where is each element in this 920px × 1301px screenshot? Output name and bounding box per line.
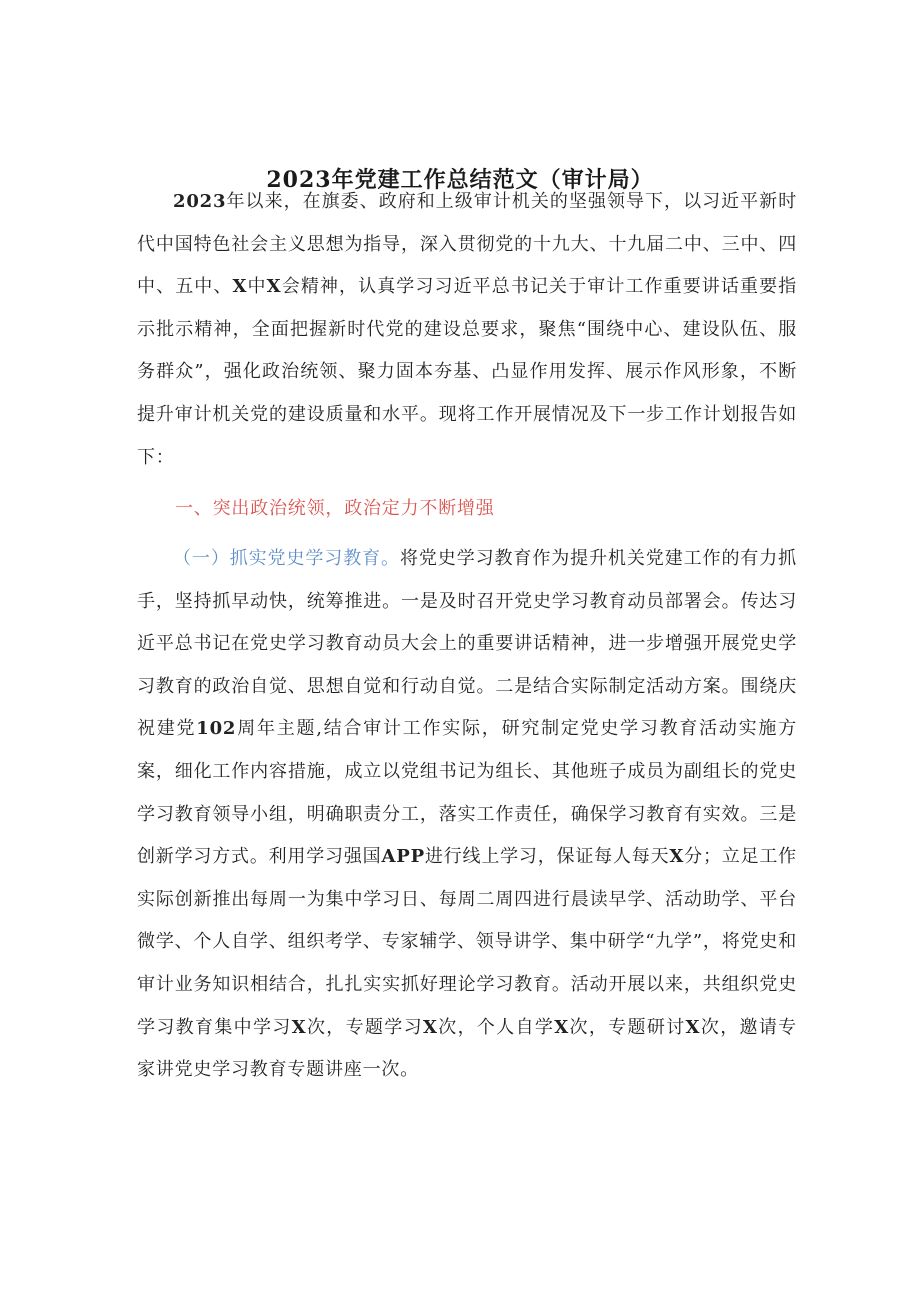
document-title: 2023年党建工作总结范文（审计局） [266,166,654,193]
intro-text-3: 会精神，认真学习习近平总书记关于审计工作重要讲话重要指示批示精神，全面把握新时代党的建设总要求，聚焦“围绕中心、建设队伍、服务群众”，强化政治统领、聚力固本夯基、凸显作用发挥、展示作风形象，不断提升审计机关党的建设质量和水平。现将工作开展情况及下一步工作计划报告如下： [137,276,797,468]
section-1-paragraph [137,538,797,1092]
s1-x-4: X [554,1016,570,1038]
s1-text-8: 次，邀请专家讲党史学习教育专题讲座一次。 [137,1016,797,1081]
intro-x-1: X [232,276,248,298]
intro-year: 2023 [173,191,227,212]
s1-x-5: X [685,1016,701,1038]
s1-text-4: 分；立足工作实际创新推出每周一为集中学习日、每周二周四进行晨读早学、活动助学、平台微学、个人自学、组织考学、专家辅学、领导讲学、集中研学“九学”，将党史和审计业务知识相结合，扎扎实实抓好理论学习教育。活动开展以来，共组织党史学习教育集中学习 [137,846,797,1038]
s1-app: APP [381,846,425,868]
intro-text-1: 年以来，在旗委、政府和上级审计机关的坚强领导下，以习近平新时代中国特色社会主义思想为指导，深入贯彻党的十九大、十九届二中、三中、四中、五中、 [137,191,797,298]
s1-text-5: 次，专题学习 [306,1016,423,1038]
intro-text-2: 中 [247,276,267,298]
s1-text-6: 次，个人自学 [437,1016,555,1038]
intro-x-2: X [266,276,282,298]
s1-num-102: 102 [196,718,237,740]
s1-x-2: X [291,1016,307,1038]
s1-text-3: 进行线上学习，保证每人每天 [424,846,670,868]
intro-paragraph [137,181,797,479]
section-1-subheading: （一）抓实党史学习教育。 [173,548,400,569]
section-1-heading: 一、突出政治统领，政治定力不断增强 [175,498,495,519]
s1-text-7: 次，专题研讨 [569,1016,686,1038]
s1-x-1: X [669,846,685,868]
s1-text-1: 将党史学习教育作为提升机关党建工作的有力抓手，坚持抓早动快，统筹推进。一是及时召开党史学习教育动员部署会。传达习近平总书记在党史学习教育动员大会上的重要讲话精神，进一步增强开展党史学习教育的政治自觉、思想自觉和行动自觉。二是结合实际制定活动方案。围绕庆祝建党 [137,548,797,740]
s1-x-3: X [422,1016,438,1038]
s1-text-2: 周年主题,结合审计工作实际，研究制定党史学习教育活动实施方案，细化工作内容措施，成立以党组书记为组长、其他班子成员为副组长的党史学习教育领导小组，明确职责分工，落实工作责任，确保学习教育有实效。三是创新学习方式。利用学习强国 [137,718,797,868]
